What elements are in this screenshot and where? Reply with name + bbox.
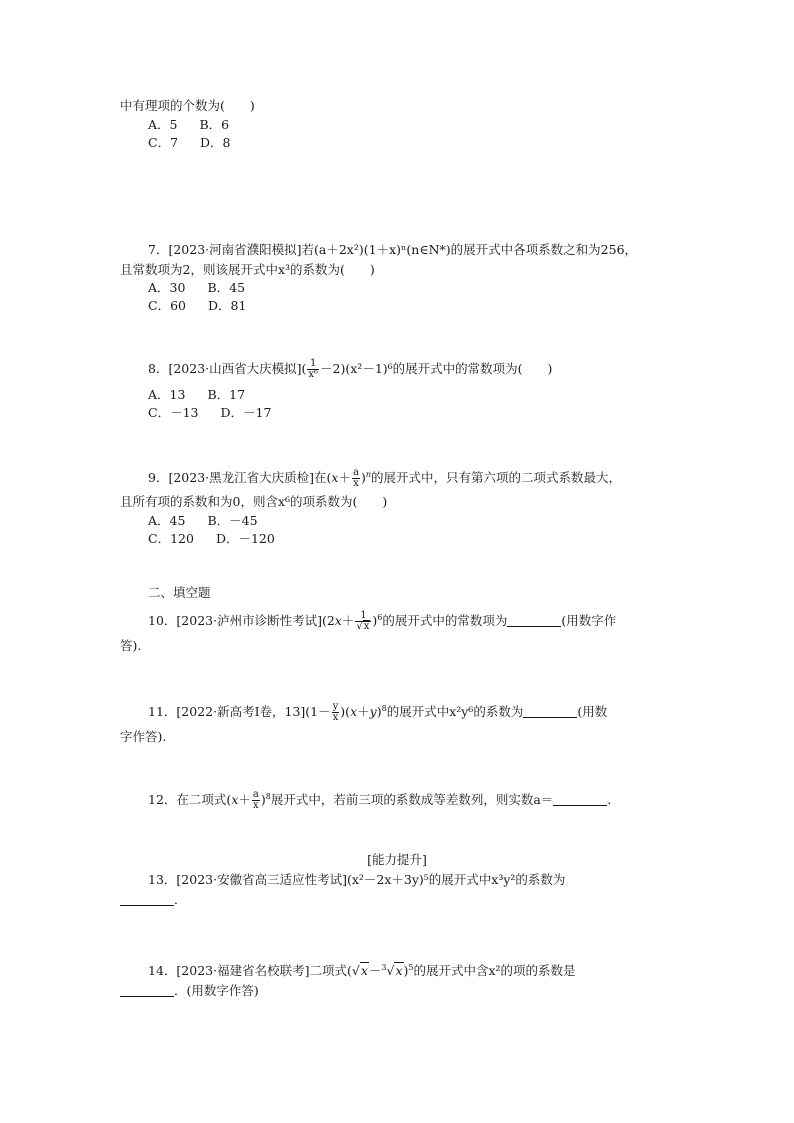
q12-answer-blank[interactable] [553, 793, 607, 806]
q10-answer-blank[interactable] [507, 614, 561, 627]
q7-option-a[interactable]: A．30 [148, 280, 186, 295]
q11-frac-den: x [332, 712, 339, 723]
q7-options-row2 [148, 298, 246, 314]
q12-frac-num: a [252, 789, 259, 800]
q11-number: 11． [148, 704, 177, 719]
q9-frac-num: a [352, 467, 359, 478]
section-ability-heading: [能力提升] [367, 852, 427, 867]
q12-frac-den: x [253, 800, 259, 811]
q9-source: [2023·黑龙江省大庆质检] [168, 470, 314, 485]
q7-expression: (a＋2x²)(1＋x)ⁿ(n∈N*) [314, 242, 451, 257]
q13-number: 13． [148, 872, 177, 887]
q7-option-d[interactable]: D．81 [207, 298, 247, 313]
q12-text2: 展开式中，若前三项的系数成等差数列，则实数a＝ [270, 792, 554, 807]
q9-stem: 9．[2023·黑龙江省大庆质检]在(x＋ $\frac{a}{x}$ )$^n$的展开式中，只有第六项的二项式系数最大， [148, 467, 622, 489]
q8-option-c[interactable]: C．－13 [148, 405, 199, 420]
q9-option-b[interactable]: B．－45 [207, 513, 258, 528]
q9-number: 9． [148, 470, 169, 485]
q9-prefix: 在 [314, 470, 327, 485]
q6-stem-tail: 中有理项的个数为( ) [120, 98, 255, 113]
q7-stem-line2: 且常数项为2，则该展开式中x³的系数为( ) [120, 262, 375, 277]
q8-frac-den: x⁶ [308, 369, 319, 380]
q10-stem: 10．[2023·泸州市诊断性考试](2x＋ $\frac{1}{√x}$ )$^6$的展开式中的常数项为 (用数字作 [148, 610, 617, 632]
q7-text: 的展开式中各项系数之和为256， [450, 242, 638, 257]
q11-tail: (用数 [577, 704, 608, 719]
q13-expression: (x²－2x＋3y)⁵ [346, 872, 429, 887]
q7-options-row1 [148, 280, 245, 296]
q14-stem: 14．[2023·福建省名校联考]二项式$(√x-^3√x)^5$的展开式中含x²的项的系数是 [148, 963, 576, 978]
q11-text: 的展开式中x²y⁶的系数为 [386, 704, 524, 719]
q10-stem-line2: 答). [120, 638, 142, 653]
q10-tail: (用数字作 [561, 613, 617, 628]
q9-option-a[interactable]: A．45 [148, 513, 186, 528]
q8-frac-num: 1 [307, 359, 319, 370]
q6-option-b[interactable]: B．6 [199, 117, 230, 132]
q14-number: 14． [148, 963, 177, 978]
q6-options-row1 [148, 117, 229, 133]
q9-option-c[interactable]: C．120 [148, 531, 194, 546]
q7-option-b[interactable]: B．45 [207, 280, 246, 295]
q14-tail: ．(用数字作答) [174, 983, 259, 998]
q8-source: [2023·山西省大庆模拟] [168, 361, 302, 376]
q6-option-c[interactable]: C．7 [148, 135, 179, 150]
q14-text1: 二项式 [309, 963, 347, 978]
q14-answer-blank[interactable] [120, 984, 174, 997]
section-fill-in-heading: 二、填空题 [148, 585, 211, 600]
q9-fraction [352, 468, 360, 489]
q7-option-c[interactable]: C．60 [148, 298, 186, 313]
q11-source: [2022·新高考Ⅰ卷，13] [176, 704, 306, 719]
q8-number: 8． [148, 361, 169, 376]
q8-stem: 8．[2023·山西省大庆模拟]( $\frac{1}{\text{x⁶}}$ －2)(x²－1)⁶的展开式中的常数项为( ) [148, 358, 553, 380]
q7-prefix: 若 [301, 242, 315, 257]
q12-stem: 12．在二项式(x＋ $\frac{a}{x}$ )$^8$展开式中，若前三项的系数成等差数列，则实数a＝ ． [148, 789, 620, 811]
q8-options-row1 [148, 387, 245, 403]
q7-number: 7． [148, 242, 169, 257]
q13-stem-line2 [120, 892, 187, 908]
q10-fraction: $\frac{1}{√x}$ [356, 610, 370, 632]
q8-option-d[interactable]: D．－17 [220, 405, 272, 420]
q8-option-a[interactable]: A．13 [148, 387, 186, 402]
q13-tail: ． [174, 892, 187, 907]
q10-text: 的展开式中的常数项为 [382, 613, 508, 628]
q11-stem: 11．[2022·新高考Ⅰ卷，13](1－ $\frac{y}{x}$ )$(x+y)^8$的展开式中x²y⁶的系数为 (用数 [148, 701, 608, 723]
q10-number: 10． [148, 613, 177, 628]
q11-frac-num: y [332, 701, 339, 712]
q12-fraction [252, 790, 260, 811]
q10-frac-den: x [363, 621, 370, 632]
q13-text: 的展开式中x³y²的系数为 [428, 872, 566, 887]
q10-frac-num: 1 [355, 611, 371, 622]
q9-option-d[interactable]: D．－120 [215, 531, 275, 546]
q11-stem-line2: 字作答). [120, 729, 167, 744]
q7-source: [2023·河南省濮阳模拟] [168, 242, 302, 257]
q14-stem-line2 [120, 983, 259, 999]
q13-answer-blank[interactable] [120, 893, 174, 906]
q8-options-row2 [148, 405, 271, 421]
q8-expression: －2)(x²－1)⁶ [320, 361, 393, 376]
q7-stem [148, 242, 637, 258]
q6-option-d[interactable]: D．8 [200, 135, 231, 150]
q6-option-a[interactable]: A．5 [148, 117, 178, 132]
q11-fraction [332, 702, 340, 723]
q12-tail: ． [607, 792, 620, 807]
q6-options-row2 [148, 135, 231, 151]
q9-options-row1 [148, 513, 258, 529]
q9-stem-line2: 且所有项的系数和为0，则含x⁶的项系数为( ) [120, 494, 388, 509]
q13-source: [2023·安徽省高三适应性考试] [176, 872, 347, 887]
q12-text1: 在二项式 [176, 792, 227, 807]
q9-text: 的展开式中，只有第六项的二项式系数最大， [371, 470, 622, 485]
q10-source: [2023·泸州市诊断性考试] [176, 613, 322, 628]
q8-fraction [307, 359, 319, 380]
q13-stem [148, 872, 565, 888]
q8-option-b[interactable]: B．17 [207, 387, 246, 402]
q14-text2: 的展开式中含x²的项的系数是 [413, 963, 576, 978]
q9-options-row2 [148, 531, 275, 547]
q9-frac-den: x [353, 478, 359, 489]
q11-answer-blank[interactable] [523, 705, 577, 718]
q14-source: [2023·福建省名校联考] [176, 963, 310, 978]
q12-number: 12． [148, 792, 177, 807]
q8-text: 的展开式中的常数项为( ) [392, 361, 553, 376]
